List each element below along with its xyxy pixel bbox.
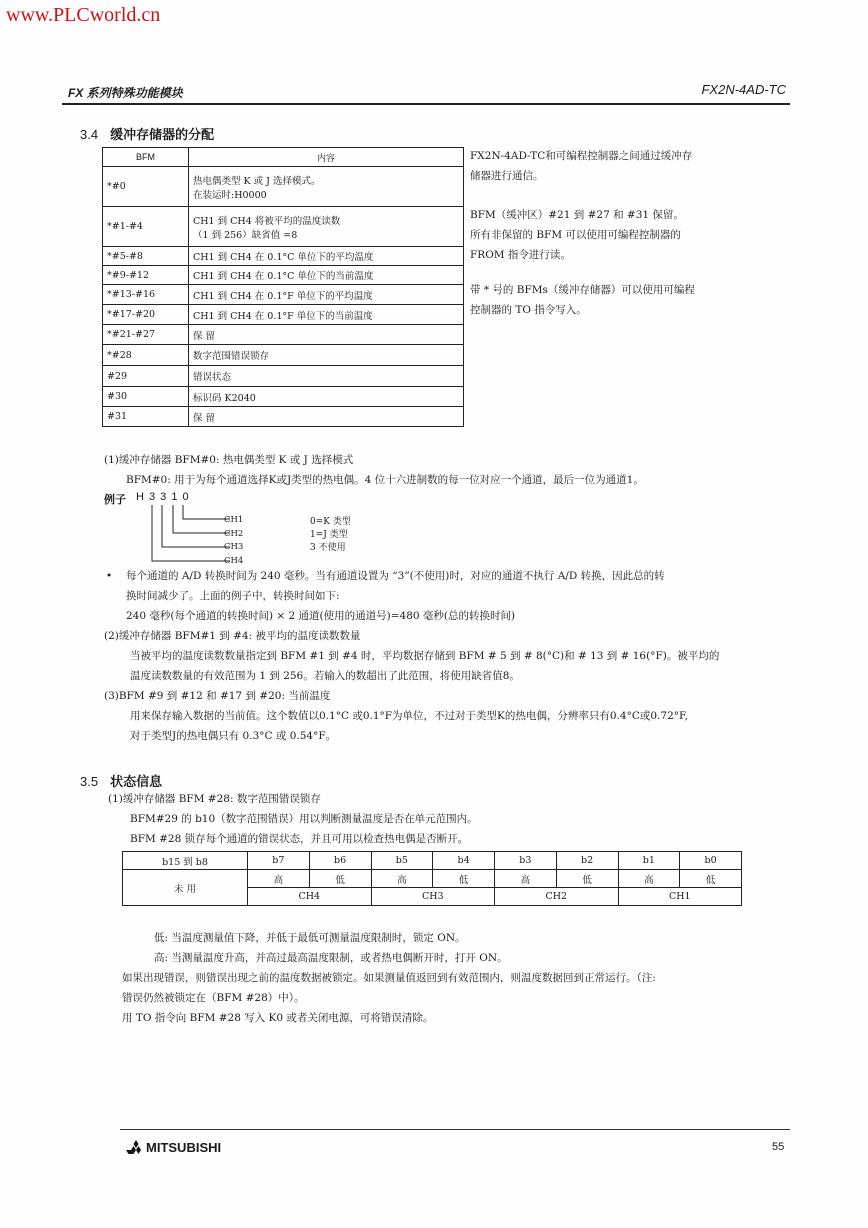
error-paragraph <box>122 968 812 1028</box>
table-row <box>103 345 464 366</box>
bfm-cell: *#9-#12 <box>103 266 189 285</box>
status-block <box>108 789 808 849</box>
bit-cell: b2 <box>556 852 618 870</box>
paragraph-line: BFM#0: 用于为每个通道选择K或J类型的热电偶。4 位十六进制数的每一位对应一个通道，最后一位为通道1。 <box>126 474 644 486</box>
side-note-to-write <box>470 280 800 320</box>
table-row <box>103 305 464 325</box>
legend-line: 1=J 类型 <box>310 530 348 540</box>
bit-cell: b15 到 b8 <box>123 852 248 870</box>
conversion-time-note <box>106 566 806 626</box>
channel-cell: CH4 <box>248 888 372 906</box>
bullet-text: 换时间减少了。上面的例子中，转换时间如下: <box>126 590 340 602</box>
channel-bracket-diagram <box>140 505 270 567</box>
sub-heading: (1)缓冲存储器 BFM #28: 数字范围错误锁存 <box>108 793 321 805</box>
bfm-cell: #30 <box>103 387 189 407</box>
channel-labels <box>224 514 243 568</box>
col-content: 内容 <box>189 148 464 167</box>
legend-line: 3 不使用 <box>310 543 346 553</box>
hilo-cell: 高 <box>248 870 310 888</box>
table-row <box>103 207 464 247</box>
content-line: CH1 到 CH4 将被平均的温度读数 <box>193 215 341 227</box>
bfm-cell: #31 <box>103 407 189 427</box>
content-line: 在装运时:H0000 <box>193 189 267 201</box>
side-note-communication <box>470 146 800 186</box>
hilo-cell: 高 <box>371 870 433 888</box>
sub3-block <box>104 686 804 746</box>
table-row <box>103 266 464 285</box>
hilo-cell: 低 <box>433 870 495 888</box>
content-line: 热电偶类型 K 或 J 选择模式。 <box>193 175 321 187</box>
table-row <box>103 387 464 407</box>
content-cell: 标识码 K2040 <box>189 387 464 407</box>
example-code: H 3 3 1 0 <box>136 491 190 503</box>
bit-cell: b3 <box>495 852 557 870</box>
three-diamonds-icon <box>126 1140 146 1154</box>
table-row <box>103 407 464 427</box>
side-line: FX2N-4AD-TC和可编程控制器之间通过缓冲存 <box>470 150 693 162</box>
hilo-cell: 低 <box>309 870 371 888</box>
hilo-cell: 高 <box>495 870 557 888</box>
channel-label: CH4 <box>224 555 244 566</box>
hilo-row <box>123 870 742 888</box>
col-bfm: BFM <box>103 148 189 167</box>
side-line: 储器进行通信。 <box>470 170 544 182</box>
channel-cell: CH3 <box>371 888 495 906</box>
bit-cell: b6 <box>309 852 371 870</box>
bfm-cell: *#28 <box>103 345 189 366</box>
content-cell: CH1 到 CH4 在 0.1°F 单位下的平均温度 <box>189 285 464 305</box>
paragraph-line: 错误仍然被锁定在（BFM #28）中）。 <box>122 992 305 1004</box>
section-3-5-heading <box>80 771 162 790</box>
bfm-cell: *#5-#8 <box>103 247 189 266</box>
unused-cell: 未 用 <box>123 870 248 906</box>
note-line: 低: 当温度测量值下降，并低于最低可测量温度限制时，锁定 ON。 <box>154 932 466 944</box>
content-cell: 保 留 <box>189 325 464 345</box>
content-cell: CH1 到 CH4 在 0.1°C 单位下的当前温度 <box>189 266 464 285</box>
paragraph-line: BFM #28 锁存每个通道的错误状态，并且可用以检查热电偶是否断开。 <box>130 833 469 845</box>
channel-cell: CH1 <box>618 888 742 906</box>
paragraph-line: BFM#29 的 b10（数字范围错误）用以判断测量温度是否在单元范围内。 <box>130 813 478 825</box>
header-title: FX 系列特殊功能模块 <box>68 86 183 100</box>
section-3-4-heading <box>80 124 214 143</box>
bfm-cell: #29 <box>103 366 189 387</box>
bfm-cell: *#17-#20 <box>103 305 189 325</box>
mitsubishi-logo <box>126 1140 221 1155</box>
channel-label: CH1 <box>224 515 244 525</box>
side-line: 带 * 号的 BFMs（缓冲存储器）可以使用可编程 <box>470 284 695 296</box>
sub-heading: (3)BFM #9 到 #12 和 #17 到 #20: 当前温度 <box>104 690 331 702</box>
side-line: 所有非保留的 BFM 可以使用可编程控制器的 <box>470 229 681 241</box>
table-row <box>103 247 464 266</box>
bit-cell: b7 <box>248 852 310 870</box>
channel-label: CH2 <box>224 528 244 539</box>
table-row <box>103 366 464 387</box>
sub-heading: (2)缓冲存储器 BFM#1 到 #4: 被平均的温度读数数量 <box>104 630 361 642</box>
paragraph-line: 用 TO 指令向 BFM #28 写入 K0 或者关闭电源，可将错误清除。 <box>122 1012 434 1024</box>
header-rule <box>62 103 790 105</box>
content-cell: CH1 到 CH4 在 0.1°F 单位下的当前温度 <box>189 305 464 325</box>
section-title: 状态信息 <box>110 774 163 789</box>
paragraph-line: 当被平均的温度读数数量指定到 BFM #1 到 #4 时，平均数据存储到 BFM # 5 到 # 8(°C)和 # 13 到 # 16(°F)。被平均的 <box>130 650 720 662</box>
section-number: 3.4 <box>80 127 99 142</box>
hilo-cell: 高 <box>618 870 680 888</box>
watermark: www.PLCworld.cn <box>6 4 161 26</box>
table-header-row <box>103 148 464 167</box>
hilo-cell: 低 <box>556 870 618 888</box>
channel-label: CH3 <box>224 542 244 552</box>
bfm-cell: *#13-#16 <box>103 285 189 305</box>
bit-cell: b4 <box>433 852 495 870</box>
sub-heading: (1)缓冲存储器 BFM#0: 热电偶类型 K 或 J 选择模式 <box>104 454 354 466</box>
content-cell: CH1 到 CH4 在 0.1°C 单位下的平均温度 <box>189 247 464 266</box>
paragraph-line: 用来保存输入数据的当前值。这个数值以0.1°C 或0.1°F为单位，不过对于类型K的热电偶，分辨率只有0.4°C或0.72°F, <box>130 710 688 722</box>
footer-rule <box>120 1129 790 1130</box>
bit-cell: b1 <box>618 852 680 870</box>
content-cell <box>189 167 464 207</box>
bfm-cell: *#1-#4 <box>103 207 189 247</box>
side-note-reserved <box>470 205 800 265</box>
logo-text: MITSUBISHI <box>146 1140 222 1155</box>
section-title: 缓冲存储器的分配 <box>110 127 215 142</box>
content-cell <box>189 207 464 247</box>
side-line: FROM 指令进行读。 <box>470 249 571 261</box>
channel-cell: CH2 <box>495 888 619 906</box>
content-cell: 数字范围错误锁存 <box>189 345 464 366</box>
bit-cell: b5 <box>371 852 433 870</box>
content-cell: 保 留 <box>189 407 464 427</box>
content-line: （1 到 256）缺省值 =8 <box>193 229 298 241</box>
bfm-table <box>102 147 464 427</box>
bullet-text: 240 毫秒(每个通道的转换时间) × 2 通道(使用的通道号)=480 毫秒(总的转换时间) <box>126 610 516 622</box>
paragraph-line: 对于类型J的热电偶只有 0.3°C 或 0.54°F。 <box>130 730 337 742</box>
bit-header-row <box>123 852 742 870</box>
bfm-cell: *#21-#27 <box>103 325 189 345</box>
legend-line: 0=K 类型 <box>310 517 351 527</box>
hilo-notes <box>154 928 804 968</box>
bit-cell: b0 <box>680 852 742 870</box>
paragraph-line: 如果出现错误，则错误出现之前的温度数据被锁定。如果测量值返回到有效范围内，则温度数据回到正常运行。（注: <box>122 972 656 984</box>
section-number: 3.5 <box>80 774 99 789</box>
bfm-cell: *#0 <box>103 167 189 207</box>
hilo-cell: 低 <box>680 870 742 888</box>
table-row <box>103 325 464 345</box>
type-legend <box>310 516 351 555</box>
example-label: 例子 <box>104 494 126 506</box>
side-line: 控制器的 TO 指令写入。 <box>470 304 587 316</box>
bfm28-bit-table <box>122 851 742 906</box>
bullet-text: 每个通道的 A/D 转换时间为 240 毫秒。当有通道设置为 “3”(不使用)时，对应的通道不执行 A/D 转换，因此总的转 <box>126 570 665 582</box>
content-cell: 错误状态 <box>189 366 464 387</box>
side-line: BFM（缓冲区）#21 到 #27 和 #31 保留。 <box>470 209 684 221</box>
paragraph-line: 温度读数数量的有效范围为 1 到 256。若输入的数超出了此范围，将使用缺省值8。 <box>130 670 520 682</box>
sub1-block <box>104 450 804 490</box>
sub2-block <box>104 626 804 686</box>
table-row <box>103 167 464 207</box>
bullet-line: • 每个通道的 A/D 转换时间为 240 毫秒。当有通道设置为 “3”(不使用)时，对应的通道不执行 A/D 转换，因此总的转 <box>106 570 665 582</box>
table-row <box>103 285 464 305</box>
header-model: FX2N-4AD-TC <box>701 82 786 97</box>
note-line: 高: 当测量温度升高，并高过最高温度限制，或者热电偶断开时，打开 ON。 <box>154 952 508 964</box>
page-number: 55 <box>772 1141 785 1153</box>
